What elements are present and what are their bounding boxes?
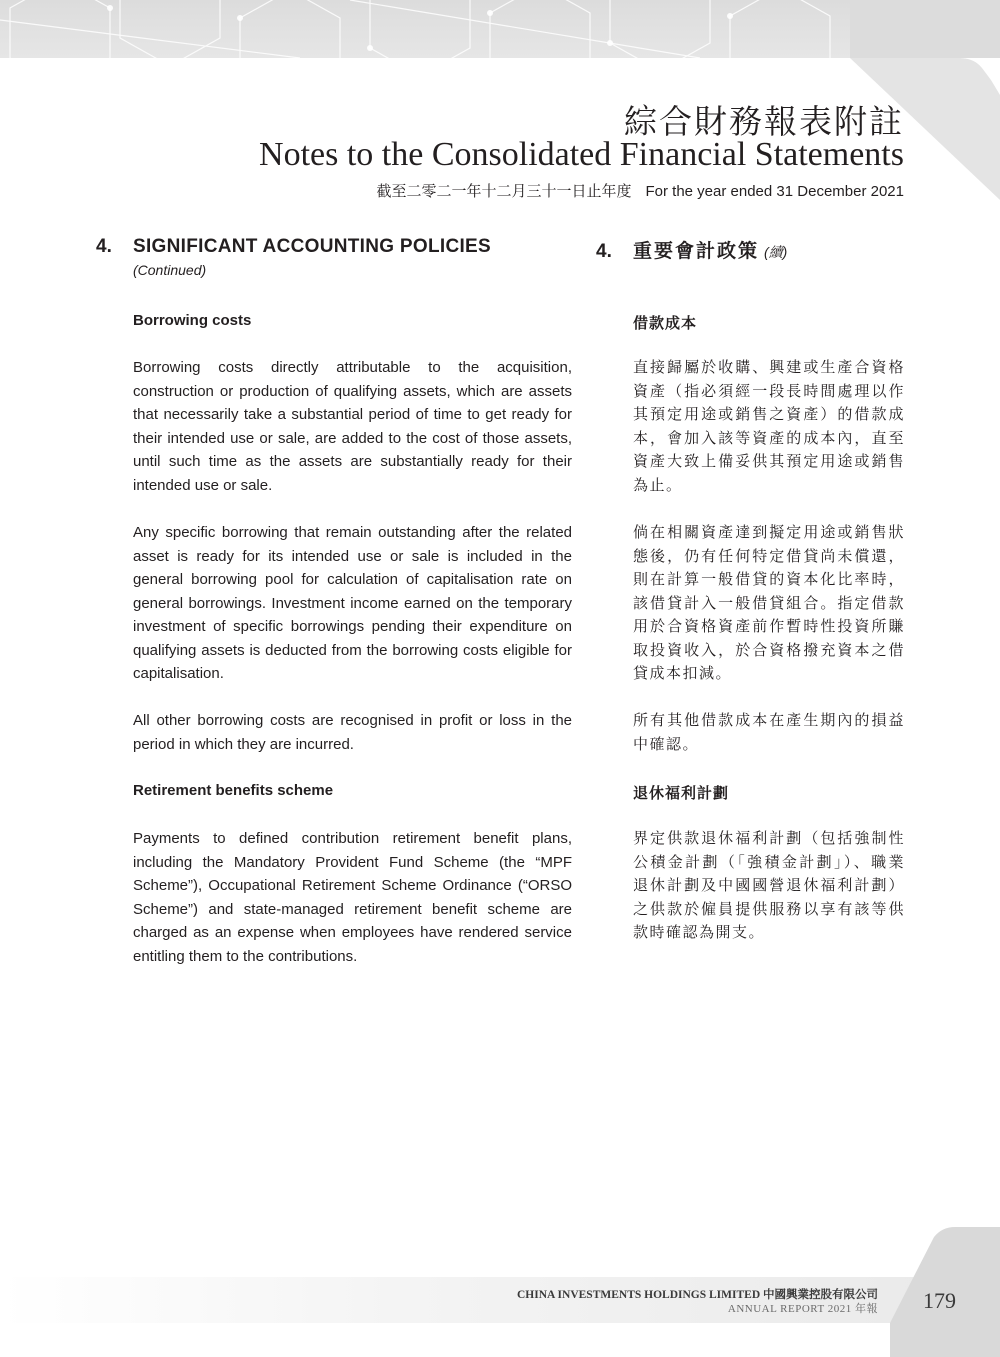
paragraph-borrowing-costs-1-zh: 直接歸屬於收購、興建或生產合資格資產（指必須經一段長時間處理以作其預定用途或銷售之資產）的借款成本，會加入該等資產的成本內，直至資產大致上備妥供其預定用途或銷售為止。	[633, 358, 905, 494]
reporting-period-en: For the year ended 31 December 2021	[645, 183, 904, 200]
section-heading-en	[96, 236, 572, 258]
subheading-retirement-en: Retirement benefits scheme	[133, 782, 334, 799]
section-title-en: SIGNIFICANT ACCOUNTING POLICIES	[133, 236, 491, 257]
paragraph-borrowing-costs-2-zh: 倘在相關資產達到擬定用途或銷售狀態後，仍有任何特定借貸尚未償還，則在計算一般借貸的資本化比率時，該借貸計入一般借貸組合。指定借款用於合資格資產前作暫時性投資所賺取投資收入，於合資格撥充資本之借貸成本扣減。	[633, 523, 905, 682]
reporting-period	[376, 180, 904, 201]
paragraph-borrowing-costs-2-en: Any specific borrowing that remain outstanding after the related asset is ready for its intended use or sale is included in the general borrowing pool for calculation of capitalisation rate on general borrowings. Investment income earned on the temporary investment of specific borrowings pending their expenditure on qualifying assets is deducted from the borrowing costs eligible for capitalisation.	[133, 524, 572, 682]
chinese-column	[596, 236, 905, 263]
page-number: 179	[923, 1288, 956, 1313]
section-heading-zh	[596, 236, 905, 263]
section-continued-zh: (續)	[764, 244, 788, 260]
paragraph-borrowing-costs-3-zh: 所有其他借款成本在產生期內的損益中確認。	[633, 711, 905, 753]
footer-report-label: ANNUAL REPORT 2021 年報	[727, 1303, 878, 1315]
paragraph-retirement-zh: 界定供款退休福利計劃（包括強制性公積金計劃（「強積金計劃」）、職業退休計劃及中國國營退休福利計劃）之供款於僱員提供服務以享有該等供款時確認為開支。	[633, 829, 905, 941]
footer-company-name: CHINA INVESTMENTS HOLDINGS LIMITED 中國興業控股有限公司	[516, 1289, 878, 1301]
section-continued-en: (Continued)	[133, 262, 207, 278]
subheading-borrowing-costs-en: Borrowing costs	[133, 312, 252, 329]
page-title-zh: 綜合財務報表附註	[624, 102, 904, 141]
paragraph-borrowing-costs-1-en: Borrowing costs directly attributable to the acquisition, construction or production of qualifying assets, which are assets that necessarily take a substantial period of time to get ready for their intended use or sale, are added to the cost of those assets, until such time as the assets are substantially ready for their intended use or sale.	[133, 359, 572, 494]
subheading-retirement-zh: 退休福利計劃	[633, 784, 730, 802]
paragraph-borrowing-costs-3-en: All other borrowing costs are recognised in profit or loss in the period in which they are incurred.	[133, 712, 572, 753]
page-title-en: Notes to the Consolidated Financial Statements	[259, 136, 904, 173]
section-number-zh: 4.	[596, 241, 612, 262]
reporting-period-zh: 截至二零二一年十二月三十一日止年度	[376, 183, 632, 200]
paragraph-retirement-en: Payments to defined contribution retirement benefit plans, including the Mandatory Provident Fund Scheme (the “MPF Scheme”), Occupational Retirement Scheme Ordinance (“ORSO Scheme”) and state-managed retirement benefit scheme are charged as an expense when employees have rendered service entitling them to the contributions.	[133, 830, 572, 965]
section-title-zh: 重要會計政策	[633, 240, 760, 262]
section-number-en: 4.	[96, 236, 112, 257]
subheading-borrowing-costs-zh: 借款成本	[633, 314, 698, 332]
english-column	[96, 236, 572, 278]
